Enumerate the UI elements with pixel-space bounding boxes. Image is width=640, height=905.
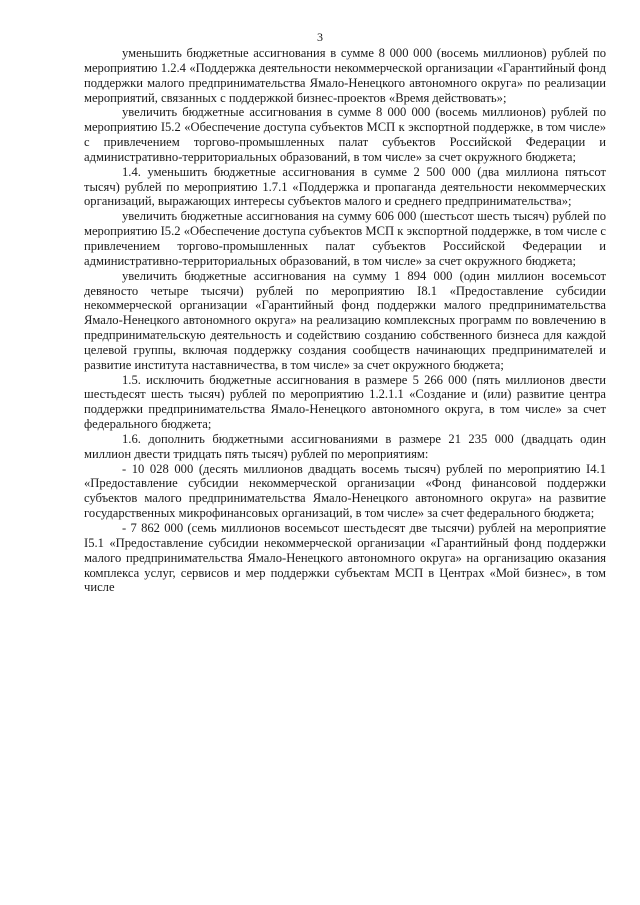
paragraph-item-10028000: - 10 028 000 (десять миллионов двадцать восемь тысяч) рублей по мероприятию I4.1 «Предоставление субсидии некоммерческой организации «Фонд финансовой поддержки субъектов малого предпринимательства Ямало-Ненецкого автономного округа» на развитие государственных микрофинансовых организаций, в том числе» за счет федерального бюджета;	[84, 461, 606, 521]
paragraph-increase-606000: увеличить бюджетные ассигнования на сумму 606 000 (шестьсот шесть тысяч) рублей по мероприятию I5.2 «Обеспечение доступа субъектов МСП к экспортной поддержке, в том числе с привлечением торгово-промышленных палат субъектов Российской Федерации и административно-территориальных образований, в том числе» за счет окружного бюджета;	[84, 209, 606, 268]
paragraph-item-1-5: 1.5. исключить бюджетные ассигнования в размере 5 266 000 (пять миллионов двести шестьдесят шесть тысяч) рублей по мероприятию 1.2.1.1 «Создание и (или) развитие центра поддержки предпринимательства Ямало-Ненецкого автономного округа, в том числе» за счет федерального бюджета;	[84, 372, 606, 432]
paragraph-increase-1894000: увеличить бюджетные ассигнования на сумму 1 894 000 (один миллион восемьсот девяносто четыре тысячи) рублей по мероприятию I8.1 «Предоставление субсидии некоммерческой организации «Гарантийный фонд поддержки малого предпринимательства Ямало-Ненецкого автономного округа» на реализацию комплексных программ по вовлечению в предпринимательскую деятельность и содействию созданию собственного бизнеса для каждой целевой группы, включая поддержку создания сообществ начинающих предпринимателей и развитие института наставничества, в том числе» за счет окружного бюджета;	[84, 268, 606, 372]
paragraph-increase-i5-2: увеличить бюджетные ассигнования в сумме 8 000 000 (восемь миллионов) рублей по мероприятию I5.2 «Обеспечение доступа субъектов МСП к экспортной поддержке, в том числе» с привлечением торгово-промышленных палат субъектов Российской Федерации и административно-территориальных образований, в том числе» за счет окружного бюджета;	[84, 105, 606, 164]
paragraph-item-7862000: - 7 862 000 (семь миллионов восемьсот шестьдесят две тысячи) рублей на мероприятие I5.1 «Предоставление субсидии некоммерческой организации «Гарантийный фонд поддержки малого предпринимательства Ямало-Ненецкого автономного округа» на организацию оказания комплекса услуг, сервисов и мер поддержки субъектам МСП в Центрах «Мой бизнес», в том числе	[84, 521, 606, 595]
paragraph-item-1-6: 1.6. дополнить бюджетными ассигнованиями в размере 21 235 000 (двадцать один миллион двести тридцать пять тысяч) рублей по мероприятиям:	[84, 431, 606, 461]
paragraph-decrease-1-2-4: уменьшить бюджетные ассигнования в сумме 8 000 000 (восемь миллионов) рублей по мероприятию 1.2.4 «Поддержка деятельности некоммерческой организации «Гарантийный фонд поддержки малого предпринимательства Ямало-Ненецкого автономного округа» по реализации мероприятий, связанных с поддержкой бизнес-проектов «Время действовать»;	[84, 46, 606, 105]
document-body	[84, 46, 606, 595]
paragraph-item-1-4: 1.4. уменьшить бюджетные ассигнования в сумме 2 500 000 (два миллиона пятьсот тысяч) рублей по мероприятию 1.7.1 «Поддержка и пропаганда деятельности некоммерческих организаций, выражающих интересы субъектов малого и среднего предпринимательства»;	[84, 164, 606, 209]
page-number: 3	[317, 30, 323, 44]
